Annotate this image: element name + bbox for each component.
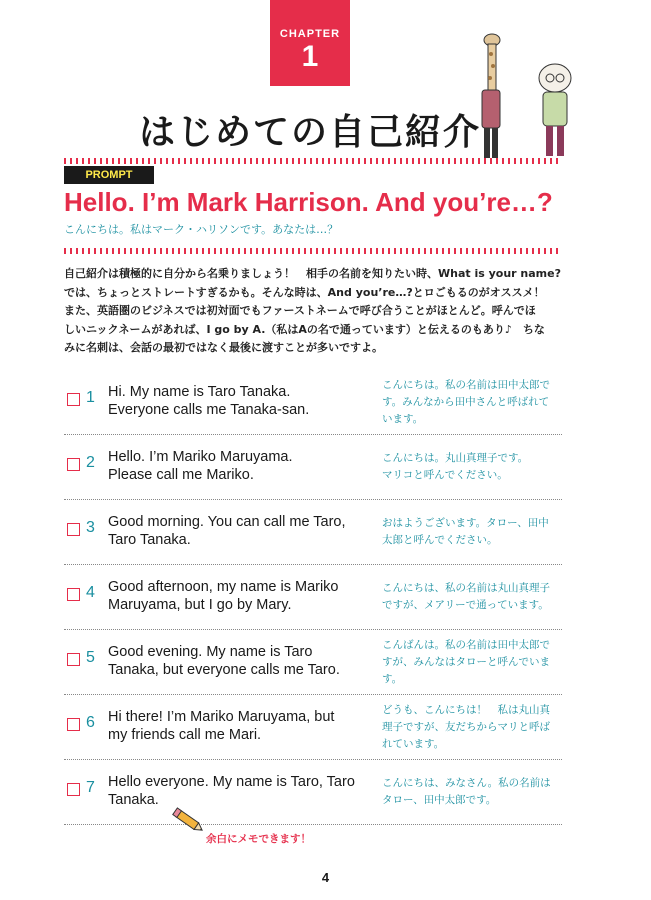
chapter-badge bbox=[270, 0, 350, 86]
phrase-japanese-line: す。みんなから田中さんと呼ばれて bbox=[382, 396, 550, 408]
phrase-japanese-line: すが、みんなはタローと呼んでいま bbox=[382, 656, 550, 668]
giraffe-icon bbox=[482, 34, 500, 158]
item-number: 7 bbox=[86, 779, 95, 796]
phrase-english-line: Good evening. My name is Taro bbox=[108, 644, 313, 660]
divider-top bbox=[64, 158, 562, 164]
phrase-english bbox=[108, 578, 376, 614]
phrase-row-3 bbox=[64, 499, 562, 565]
chapter-label: CHAPTER bbox=[279, 28, 341, 40]
phrase-japanese bbox=[382, 775, 564, 809]
checkbox[interactable] bbox=[67, 523, 80, 536]
item-number: 1 bbox=[86, 389, 95, 406]
intro-paragraph bbox=[64, 265, 564, 358]
phrase-english-line: Hello. I’m Mariko Maruyama. bbox=[108, 449, 293, 465]
phrase-english bbox=[108, 643, 376, 679]
phrase-english bbox=[108, 448, 376, 484]
phrase-japanese bbox=[382, 515, 564, 549]
phrase-japanese bbox=[382, 702, 564, 753]
phrase-row-5 bbox=[64, 629, 562, 695]
prompt-japanese: こんにちは。私はマーク・ハリソンです。あなたは…？ bbox=[64, 223, 339, 236]
phrase-japanese-line: れています。 bbox=[382, 738, 445, 750]
phrase-japanese-line: 理子ですが、友だちからマリと呼ば bbox=[382, 721, 550, 733]
phrase-japanese-line: ですが、メアリーで通っています。 bbox=[382, 599, 549, 611]
phrase-english bbox=[108, 383, 376, 419]
item-number: 5 bbox=[86, 649, 95, 666]
phrase-english-line: Taro Tanaka. bbox=[108, 532, 191, 548]
checkbox[interactable] bbox=[67, 458, 80, 471]
phrase-row-7 bbox=[64, 759, 562, 825]
phrase-row-2 bbox=[64, 434, 562, 500]
intro-line: また、英語圏のビジネスでは初対面でもファーストネームで呼び合うことがほとんど。呼んでほ bbox=[64, 304, 536, 317]
phrase-row-4 bbox=[64, 564, 562, 630]
page-title: はじめての自己紹介 bbox=[138, 112, 481, 153]
phrase-japanese bbox=[382, 450, 564, 484]
prompt-tag: PROMPT bbox=[64, 166, 154, 184]
phrase-japanese-line: こんにちは。私の名前は田中太郎で bbox=[382, 379, 550, 391]
checkbox[interactable] bbox=[67, 783, 80, 796]
phrase-english-line: Good morning. You can call me Taro, bbox=[108, 514, 346, 530]
pencil-icon bbox=[172, 806, 206, 836]
intro-line: では、ちょっとストレートすぎるかも。そんな時は、And you’re…?とロごもるのがオススメ！ bbox=[64, 285, 545, 299]
chapter-number: 1 bbox=[301, 40, 319, 73]
phrase-row-1 bbox=[64, 369, 562, 435]
item-number: 3 bbox=[86, 519, 95, 536]
phrase-english-line: Hi. My name is Taro Tanaka. bbox=[108, 384, 291, 400]
phrase-japanese-line: 太郎と呼んでください。 bbox=[382, 534, 498, 546]
phrase-english-line: Please call me Mariko. bbox=[108, 467, 254, 483]
phrase-english-line: Hello everyone. My name is Taro, Taro bbox=[108, 774, 355, 790]
phrase-japanese bbox=[382, 637, 564, 688]
phrase-row-6 bbox=[64, 694, 562, 760]
memo-note: 余白にメモできます！ bbox=[206, 833, 311, 845]
phrase-english-line: Good afternoon, my name is Mariko bbox=[108, 579, 339, 595]
phrase-japanese-line: こんにちは、みなさん。私の名前は bbox=[382, 777, 551, 789]
phrase-english-line: my friends call me Mari. bbox=[108, 727, 262, 743]
phrase-japanese-line: どうも、こんにちは！ 私は丸山真 bbox=[382, 704, 550, 716]
phrase-japanese-line: こんにちは、私の名前は丸山真理子 bbox=[382, 582, 550, 594]
phrase-japanese-line: こんばんは。私の名前は田中太郎で bbox=[382, 639, 550, 651]
phrase-english bbox=[108, 773, 376, 809]
intro-line: 自己紹介は積極的に自分から名乗りましょう！ 相手の名前を知りたい時、What is your name? bbox=[64, 267, 561, 280]
phrase-english bbox=[108, 513, 376, 549]
phrase-english-line: Hi there! I’m Mariko Maruyama, but bbox=[108, 709, 335, 725]
phrase-japanese-line: おはようございます。タロー、田中 bbox=[382, 517, 549, 529]
intro-line: みに名刺は、会話の最初ではなく最後に渡すことが多いですよ。 bbox=[64, 341, 383, 354]
phrase-japanese-line: マリコと呼んでください。 bbox=[382, 469, 508, 481]
characters-illustration bbox=[470, 32, 590, 164]
item-number: 4 bbox=[86, 584, 95, 601]
phrase-english-line: Tanaka. bbox=[108, 792, 159, 808]
sheep-icon bbox=[539, 64, 571, 156]
checkbox[interactable] bbox=[67, 653, 80, 666]
prompt-english: Hello. I’m Mark Harrison. And you’re…? bbox=[64, 187, 553, 217]
intro-line: しいニックネームがあれば、I go by A.（私はAの名で通っています）と伝えるのもあり♪ ちな bbox=[64, 322, 545, 336]
phrase-english-line: Tanaka, but everyone calls me Taro. bbox=[108, 662, 340, 678]
page-number: 4 bbox=[321, 870, 330, 885]
phrase-english bbox=[108, 708, 376, 744]
phrase-english-line: Everyone calls me Tanaka-san. bbox=[108, 402, 310, 418]
phrase-japanese-line: います。 bbox=[382, 413, 424, 425]
item-number: 2 bbox=[86, 454, 95, 471]
phrase-japanese-line: タロー、田中太郎です。 bbox=[382, 794, 497, 806]
item-number: 6 bbox=[86, 714, 95, 731]
phrase-japanese bbox=[382, 377, 564, 428]
phrase-english-line: Maruyama, but I go by Mary. bbox=[108, 597, 292, 613]
phrase-japanese bbox=[382, 580, 564, 614]
checkbox[interactable] bbox=[67, 718, 80, 731]
phrase-japanese-line: す。 bbox=[382, 673, 403, 685]
checkbox[interactable] bbox=[67, 588, 80, 601]
checkbox[interactable] bbox=[67, 393, 80, 406]
divider-bottom bbox=[64, 248, 562, 254]
phrase-japanese-line: こんにちは。丸山真理子です。 bbox=[382, 452, 529, 464]
